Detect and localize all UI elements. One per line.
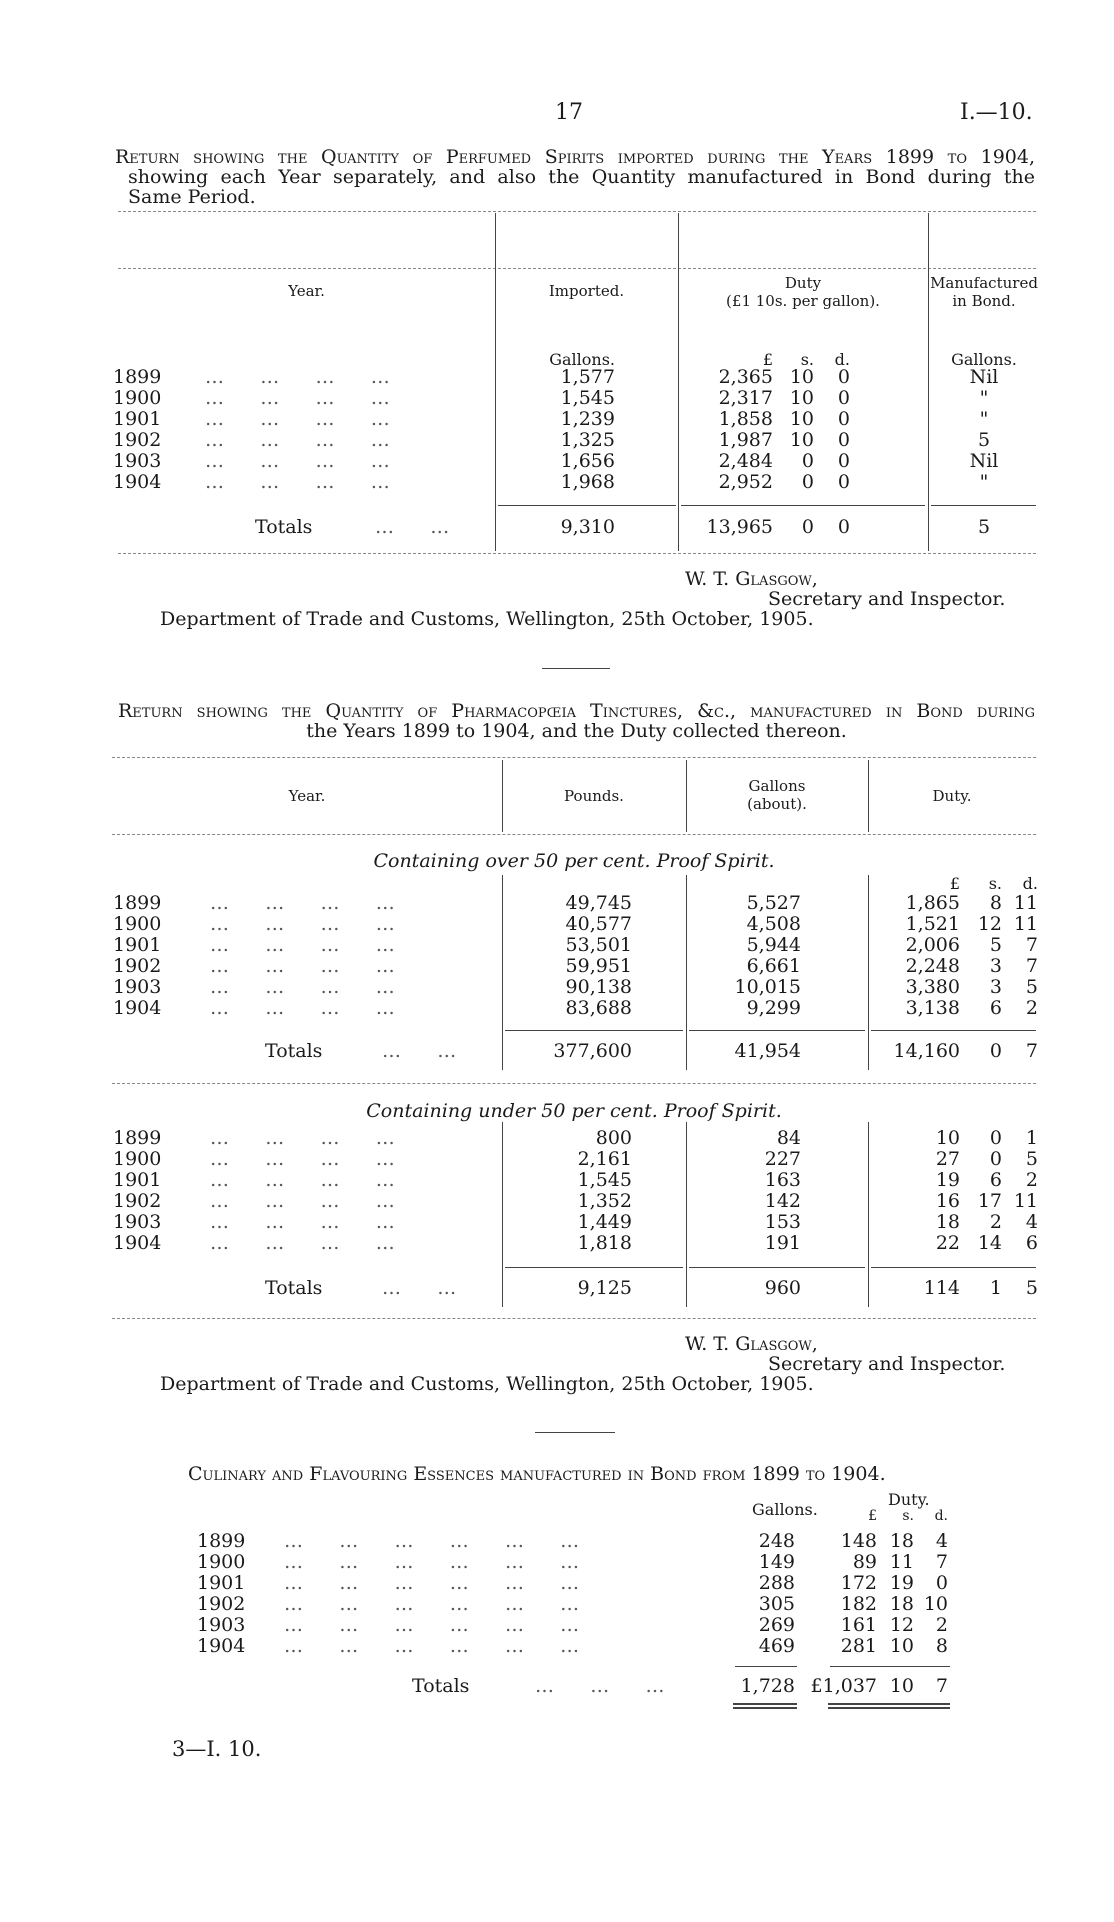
pounds-cell: 83,688 [565,997,632,1019]
return2-over-totals-rule [871,1030,1036,1031]
leader-dots: … … … … [205,387,390,409]
return1-header-rule [118,268,1036,269]
return1-totals-rule [681,505,925,506]
gallons-cell: 10,015 [734,976,801,998]
return2-over-totals-rule [505,1030,683,1031]
duty-pounds-cell: 2,317 [718,387,773,409]
leader-dots: … … … … … … [284,1635,580,1657]
pounds-cell: 1,449 [577,1211,632,1233]
return1-unit-pounds: £ [762,350,773,369]
gallons-total: 960 [764,1277,801,1299]
pounds-total: 9,125 [577,1277,632,1299]
duty-pence-total: 0 [837,516,850,538]
pounds-cell: 53,501 [565,934,632,956]
return2-col-gallons: Gallons [748,777,806,795]
pounds-cell: 1,545 [577,1169,632,1191]
imported-cell: 1,545 [560,387,615,409]
duty-pence-cell: 4 [935,1530,948,1552]
page-number: 17 [555,100,583,125]
duty-pounds-cell: 281 [840,1635,877,1657]
leader-dots: … … … … … … [284,1551,580,1573]
duty-shillings-total: 0 [801,516,814,538]
return1-unit-mfg-gallons: Gallons. [951,350,1017,369]
document-reference: I.—10. [960,100,1033,125]
imported-cell: 1,968 [560,471,615,493]
imported-cell: 1,577 [560,366,615,388]
pounds-cell: 40,577 [565,913,632,935]
year-cell: 1903 [113,1211,162,1233]
duty-pence-total: 7 [1025,1040,1038,1062]
duty-pence-cell: 0 [837,366,850,388]
duty-shillings-total: 1 [989,1277,1002,1299]
duty-shillings-cell: 18 [889,1530,914,1552]
gallons-cell: 142 [764,1190,801,1212]
gallons-cell: 191 [764,1232,801,1254]
gallons-cell: 6,661 [746,955,801,977]
duty-pence-cell: 0 [837,471,850,493]
leader-dots: … … … … … … [284,1593,580,1615]
year-cell: 1901 [113,408,162,430]
duty-pounds-cell: 2,484 [718,450,773,472]
leader-dots: … … [375,516,450,538]
year-cell: 1899 [197,1530,246,1552]
leader-dots: … … … … [210,955,395,977]
duty-pounds-cell: 19 [935,1169,960,1191]
year-cell: 1903 [197,1614,246,1636]
gallons-cell: 469 [758,1635,795,1657]
return3-double-rule [733,1707,797,1709]
duty-pounds-total: 13,965 [706,516,773,538]
gallons-cell: 269 [758,1614,795,1636]
year-cell: 1900 [113,913,162,935]
duty-pence-cell: 5 [1025,1148,1038,1170]
return2-section-under-caption: Containing under 50 per cent. Proof Spirit. [366,1100,782,1122]
return1-signature-name: W. T. Glasgow, [685,568,818,590]
duty-pounds-cell: 2,006 [905,934,960,956]
return1-title-line1: Return showing the Quantity of Perfumed Spirits imported during the Years 1899 to 1904, [115,146,1035,168]
return2-under-totals-rule [871,1267,1036,1268]
year-cell: 1899 [113,366,162,388]
leader-dots: … … … … [210,1211,395,1233]
return2-title-line1: Return showing the Quantity of Pharmacopœia Tinctures, &c., manufactured in Bond during [118,700,1035,722]
return2-bottom-rule [112,1318,1036,1319]
duty-pounds-cell: 22 [935,1232,960,1254]
gallons-cell: 248 [758,1530,795,1552]
imported-cell: 1,239 [560,408,615,430]
return2-unit-pence: d. [1022,874,1038,893]
return2-header-rule [112,834,1036,835]
duty-pence-cell: 10 [923,1593,948,1615]
return2-unit-pounds: £ [949,874,960,893]
return3-col-gallons: Gallons. [752,1500,818,1519]
duty-shillings-cell: 10 [789,408,814,430]
return2-top-rule [112,757,1036,758]
year-cell: 1904 [113,1232,162,1254]
duty-pounds-cell: 89 [852,1551,877,1573]
section-divider [542,668,610,669]
return3-totals-rule [735,1666,797,1667]
leader-dots: … … … … [205,408,390,430]
year-cell: 1900 [113,1148,162,1170]
gallons-cell: 153 [764,1211,801,1233]
year-cell: 1901 [113,934,162,956]
gallons-cell: 163 [764,1169,801,1191]
totals-label: Totals [255,516,313,538]
duty-pence-total: 7 [935,1675,948,1697]
return2-under-totals-rule [689,1267,865,1268]
year-cell: 1902 [113,955,162,977]
pounds-cell: 59,951 [565,955,632,977]
duty-pounds-cell: 2,365 [718,366,773,388]
duty-pounds-cell: 1,865 [905,892,960,914]
leader-dots: … … … … [210,892,395,914]
duty-pounds-cell: 18 [935,1211,960,1233]
pounds-cell: 1,352 [577,1190,632,1212]
leader-dots: … … … … [210,1169,395,1191]
duty-pounds-cell: 1,521 [905,913,960,935]
imported-cell: 1,325 [560,429,615,451]
manufactured-cell: Nil [969,450,999,472]
year-cell: 1901 [197,1572,246,1594]
pounds-cell: 90,138 [565,976,632,998]
duty-pounds-cell: 2,952 [718,471,773,493]
year-cell: 1903 [113,976,162,998]
duty-shillings-cell: 6 [989,997,1002,1019]
leader-dots: … … … … [210,1232,395,1254]
return3-unit-pounds: £ [868,1508,877,1524]
duty-shillings-cell: 3 [989,955,1002,977]
duty-shillings-cell: 0 [801,450,814,472]
gallons-cell: 5,944 [746,934,801,956]
leader-dots: … … … [535,1675,665,1697]
duty-pence-cell: 0 [837,429,850,451]
duty-shillings-cell: 10 [789,366,814,388]
manufactured-cell: " [979,471,989,493]
year-cell: 1903 [113,450,162,472]
duty-pounds-total: £1,037 [810,1675,877,1697]
gallons-total: 1,728 [740,1675,795,1697]
return2-col-gallons-sub: (about). [747,795,807,813]
imported-cell: 1,656 [560,450,615,472]
return2-section-rule [112,1083,1036,1084]
return1-title-line3: Same Period. [128,186,256,208]
leader-dots: … … … … [210,997,395,1019]
duty-pounds-cell: 182 [840,1593,877,1615]
return2-col-pounds: Pounds. [564,787,624,805]
return1-col-duty: Duty [784,274,822,292]
return1-col-imported: Imported. [548,282,625,300]
return2-col-year: Year. [288,787,326,805]
leader-dots: … … … … [205,450,390,472]
gallons-cell: 227 [764,1148,801,1170]
leader-dots: … … … … … … [284,1572,580,1594]
return3-unit-shillings: s. [902,1508,914,1524]
manufactured-cell: 5 [977,429,991,451]
pounds-cell: 800 [595,1127,632,1149]
duty-pence-cell: 11 [1013,913,1038,935]
duty-pence-cell: 8 [935,1635,948,1657]
duty-pounds-total: 14,160 [893,1040,960,1062]
return2-unit-shillings: s. [988,874,1002,893]
return1-col-year: Year. [288,282,325,300]
return1-col-manufactured-sub: in Bond. [952,292,1016,310]
gallons-total: 41,954 [734,1040,801,1062]
return1-totals-rule [931,505,1036,506]
year-cell: 1904 [113,471,162,493]
section-divider [535,1432,615,1433]
manufactured-cell: Nil [969,366,999,388]
leader-dots: … … … … [210,1148,395,1170]
duty-pounds-cell: 27 [935,1148,960,1170]
duty-shillings-cell: 12 [977,913,1002,935]
return2-department: Department of Trade and Customs, Wellington, 25th October, 1905. [160,1373,814,1395]
duty-pounds-cell: 1,858 [718,408,773,430]
totals-label: Totals [412,1675,470,1697]
manufactured-total: 5 [977,516,991,538]
leader-dots: … … … … [210,1190,395,1212]
signature-mark: 3—I. 10. [172,1737,262,1761]
duty-pence-cell: 11 [1013,1190,1038,1212]
return2-title-line2: the Years 1899 to 1904, and the Duty collected thereon. [306,720,847,742]
duty-pounds-total: 114 [923,1277,960,1299]
duty-pence-total: 5 [1025,1277,1038,1299]
duty-shillings-cell: 0 [989,1148,1002,1170]
year-cell: 1900 [113,387,162,409]
duty-pounds-cell: 3,138 [905,997,960,1019]
duty-pence-cell: 7 [1025,955,1038,977]
duty-pounds-cell: 16 [935,1190,960,1212]
leader-dots: … … [382,1040,457,1062]
return1-top-rule [118,211,1036,212]
duty-pence-cell: 4 [1025,1211,1038,1233]
return1-unit-shillings: s. [800,350,814,369]
return2-signature-title: Secretary and Inspector. [768,1353,1006,1375]
duty-pence-cell: 7 [935,1551,948,1573]
year-cell: 1900 [197,1551,246,1573]
duty-shillings-cell: 14 [977,1232,1002,1254]
return2-col-duty: Duty. [932,787,972,805]
leader-dots: … … [382,1277,457,1299]
duty-shillings-cell: 10 [789,429,814,451]
duty-shillings-cell: 0 [801,471,814,493]
return1-totals-rule [498,505,676,506]
duty-pounds-cell: 10 [935,1127,960,1149]
gallons-cell: 305 [758,1593,795,1615]
manufactured-cell: " [979,387,989,409]
duty-pence-cell: 0 [837,387,850,409]
duty-shillings-cell: 0 [989,1127,1002,1149]
pounds-total: 377,600 [553,1040,632,1062]
duty-pence-cell: 0 [837,450,850,472]
return3-double-rule [733,1703,797,1705]
year-cell: 1904 [113,997,162,1019]
return3-title: Culinary and Flavouring Essences manufactured in Bond from 1899 to 1904. [188,1463,886,1485]
leader-dots: … … … … [210,934,395,956]
duty-pounds-cell: 148 [840,1530,877,1552]
leader-dots: … … … … [205,471,390,493]
duty-pounds-cell: 3,380 [905,976,960,998]
duty-pence-cell: 0 [935,1572,948,1594]
return3-double-rule [828,1707,950,1709]
leader-dots: … … … … … … [284,1530,580,1552]
totals-label: Totals [265,1040,323,1062]
duty-shillings-cell: 2 [989,1211,1002,1233]
return1-unit-pence: d. [834,350,850,369]
pounds-cell: 2,161 [577,1148,632,1170]
duty-shillings-cell: 10 [889,1635,914,1657]
gallons-cell: 5,527 [746,892,801,914]
return2-over-totals-rule [689,1030,865,1031]
duty-pounds-cell: 161 [840,1614,877,1636]
duty-shillings-cell: 11 [889,1551,914,1573]
return3-double-rule [828,1703,950,1705]
duty-shillings-cell: 6 [989,1169,1002,1191]
return1-signature-title: Secretary and Inspector. [768,588,1006,610]
leader-dots: … … … … [210,913,395,935]
duty-pence-cell: 2 [1025,1169,1038,1191]
gallons-cell: 4,508 [746,913,801,935]
leader-dots: … … … … [210,1127,395,1149]
return3-col-duty: Duty. [888,1490,930,1509]
gallons-cell: 84 [776,1127,801,1149]
duty-pence-cell: 11 [1013,892,1038,914]
duty-shillings-cell: 18 [889,1593,914,1615]
duty-pence-cell: 1 [1025,1127,1038,1149]
totals-label: Totals [265,1277,323,1299]
year-cell: 1899 [113,1127,162,1149]
duty-pounds-cell: 2,248 [905,955,960,977]
pounds-cell: 1,818 [577,1232,632,1254]
year-cell: 1902 [113,429,162,451]
year-cell: 1901 [113,1169,162,1191]
year-cell: 1902 [113,1190,162,1212]
return3-unit-pence: d. [934,1508,948,1524]
return1-department: Department of Trade and Customs, Wellington, 25th October, 1905. [160,608,814,630]
return2-section-over-caption: Containing over 50 per cent. Proof Spirit. [373,850,775,872]
return1-title-line2: showing each Year separately, and also the Quantity manufactured in Bond during the [128,166,1035,188]
gallons-cell: 9,299 [746,997,801,1019]
duty-shillings-total: 0 [989,1040,1002,1062]
return2-under-totals-rule [505,1267,683,1268]
duty-pence-cell: 7 [1025,934,1038,956]
duty-pence-cell: 2 [1025,997,1038,1019]
duty-shillings-cell: 19 [889,1572,914,1594]
duty-pence-cell: 0 [837,408,850,430]
year-cell: 1904 [197,1635,246,1657]
duty-pence-cell: 6 [1025,1232,1038,1254]
duty-shillings-cell: 5 [989,934,1002,956]
return1-col-duty-rate: (£1 10s. per gallon). [726,292,880,310]
duty-shillings-cell: 12 [889,1614,914,1636]
duty-pence-cell: 2 [935,1614,948,1636]
leader-dots: … … … … [205,366,390,388]
gallons-cell: 288 [758,1572,795,1594]
duty-pounds-cell: 1,987 [718,429,773,451]
return1-bottom-rule [118,553,1036,554]
pounds-cell: 49,745 [565,892,632,914]
year-cell: 1899 [113,892,162,914]
gallons-cell: 149 [758,1551,795,1573]
duty-pounds-cell: 172 [840,1572,877,1594]
return3-totals-rule [830,1666,950,1667]
year-cell: 1902 [197,1593,246,1615]
leader-dots: … … … … [205,429,390,451]
duty-shillings-cell: 10 [789,387,814,409]
return1-unit-gallons: Gallons. [549,350,615,369]
leader-dots: … … … … … … [284,1614,580,1636]
leader-dots: … … … … [210,976,395,998]
duty-shillings-cell: 17 [977,1190,1002,1212]
return1-col-manufactured: Manufactured [930,274,1038,292]
duty-pence-cell: 5 [1025,976,1038,998]
duty-shillings-cell: 3 [989,976,1002,998]
duty-shillings-cell: 8 [989,892,1002,914]
return2-signature-name: W. T. Glasgow, [685,1333,818,1355]
manufactured-cell: " [979,408,989,430]
imported-total: 9,310 [560,516,615,538]
duty-shillings-total: 10 [889,1675,914,1697]
